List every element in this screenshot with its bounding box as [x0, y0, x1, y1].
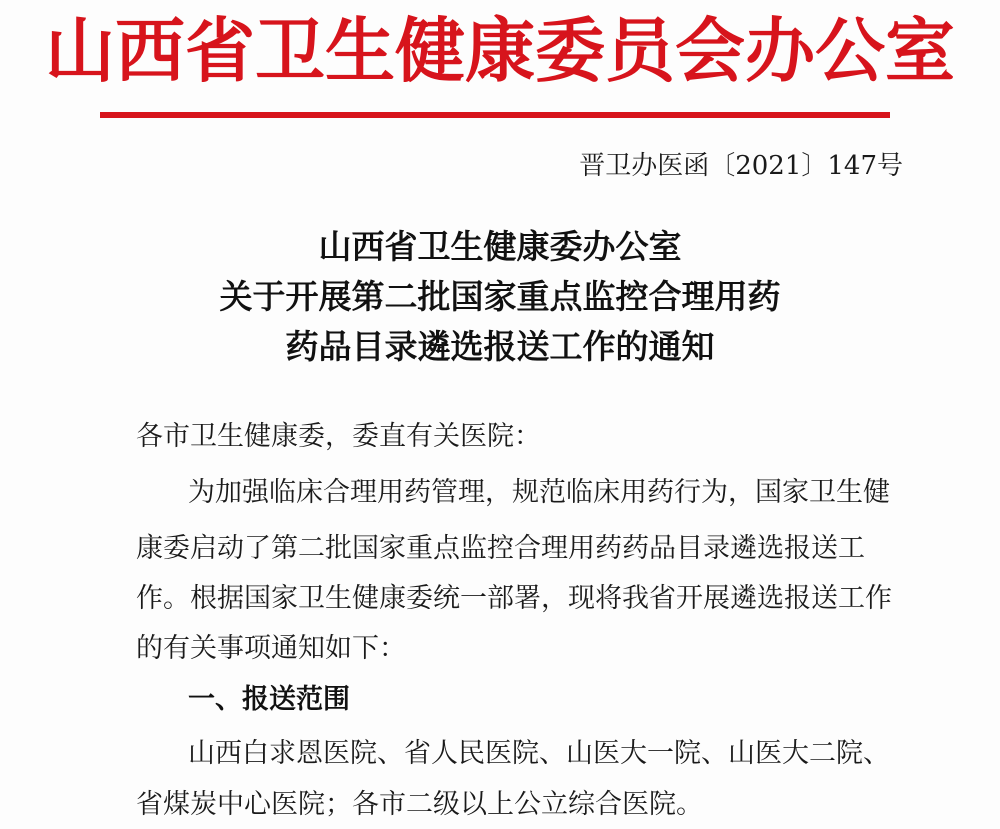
section-1-heading: 一、报送范围 — [188, 684, 350, 715]
salutation: 各市卫生健康委，委直有关医院： — [136, 421, 541, 452]
issuing-organization-header: 山西省卫生健康委员会办公室 — [45, 9, 955, 92]
document-number: 晋卫办医函〔2021〕147号 — [579, 151, 903, 181]
title-line-2: 关于开展第二批国家重点监控合理用药 — [219, 277, 781, 316]
paragraph-1-line-1: 为加强临床合理用药管理，规范临床用药行为，国家卫生健 — [188, 477, 890, 508]
section-1-line-2: 省煤炭中心医院；各市二级以上公立综合医院。 — [136, 789, 703, 820]
red-header-rule — [100, 112, 890, 118]
paragraph-1-line-3: 作。根据国家卫生健康委统一部署，现将我省开展遴选报送工作 — [136, 583, 892, 614]
paragraph-1-line-2: 康委启动了第二批国家重点监控合理用药药品目录遴选报送工 — [136, 533, 865, 564]
section-1-line-1: 山西白求恩医院、省人民医院、山医大一院、山医大二院、 — [188, 738, 890, 769]
paragraph-1-line-4: 的有关事项通知如下： — [136, 633, 406, 664]
title-line-1: 山西省卫生健康委办公室 — [318, 227, 682, 266]
notice-title — [0, 222, 1000, 372]
title-line-3: 药品目录遴选报送工作的通知 — [285, 327, 715, 366]
